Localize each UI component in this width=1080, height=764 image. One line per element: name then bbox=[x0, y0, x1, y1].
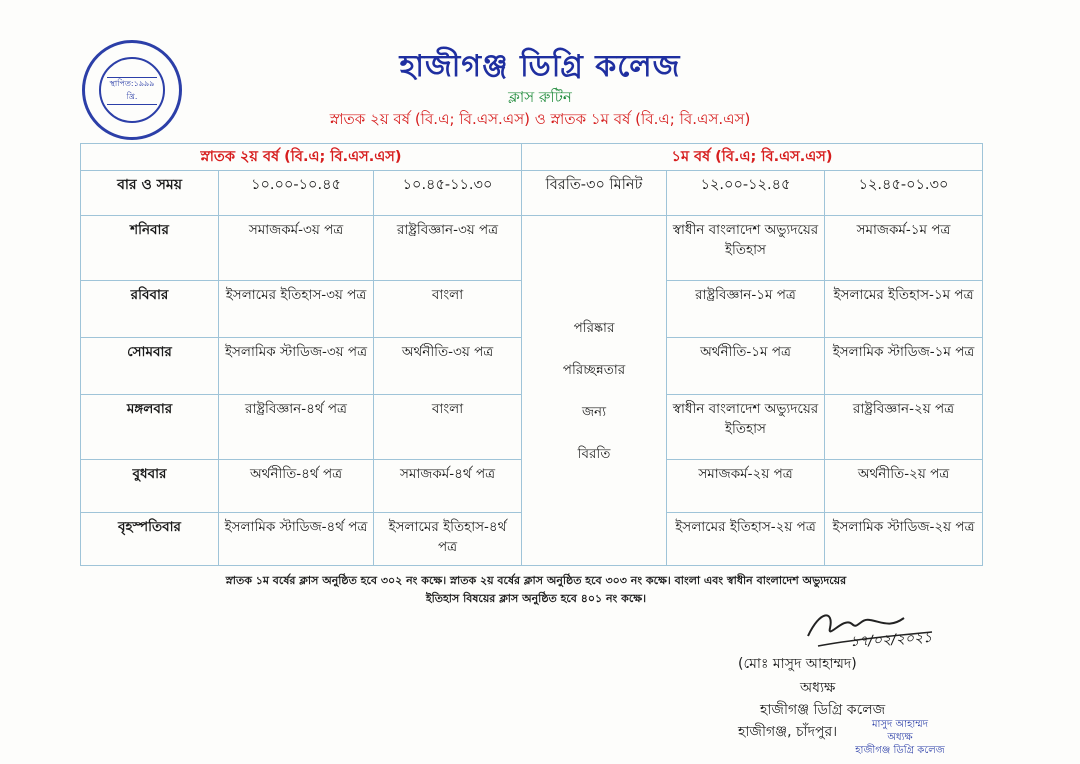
stamp-title: অধ্যক্ষ bbox=[887, 732, 913, 743]
day-cell: রবিবার bbox=[81, 281, 219, 338]
signature-date: ১৭/০২/২০২১ bbox=[849, 629, 933, 651]
class-cell: বাংলা bbox=[374, 395, 522, 460]
break-cell bbox=[522, 216, 667, 566]
day-cell: বুধবার bbox=[81, 460, 219, 513]
class-cell: সমাজকর্ম-১ম পত্র bbox=[825, 216, 983, 281]
class-cell: ইসলামিক স্টাডিজ-৪র্থ পত্র bbox=[219, 513, 374, 566]
class-cell: রাষ্ট্রবিজ্ঞান-৪র্থ পত্র bbox=[219, 395, 374, 460]
table-row bbox=[81, 216, 983, 281]
day-cell: মঙ্গলবার bbox=[81, 395, 219, 460]
day-cell: সোমবার bbox=[81, 338, 219, 395]
class-cell: ইসলামিক স্টাডিজ-৩য় পত্র bbox=[219, 338, 374, 395]
break-line: পরিষ্কার bbox=[573, 319, 615, 336]
group-header-second-year: স্নাতক ২য় বর্ষ (বি.এ; বি.এস.এস) bbox=[81, 144, 522, 171]
class-cell: ইসলামের ইতিহাস-৩য় পত্র bbox=[219, 281, 374, 338]
break-line: জন্য bbox=[581, 403, 607, 420]
class-cell: রাষ্ট্রবিজ্ঞান-১ম পত্র bbox=[667, 281, 825, 338]
header-day-time: বার ও সময় bbox=[81, 171, 219, 216]
day-cell: বৃহস্পতিবার bbox=[81, 513, 219, 566]
class-cell: স্বাধীন বাংলাদেশ অভ্যুদয়ের ইতিহাস bbox=[667, 395, 825, 460]
group-header-first-year: ১ম বর্ষ (বি.এ; বি.এস.এস) bbox=[522, 144, 983, 171]
routine-subtitle: ক্লাস রুটিন bbox=[508, 88, 572, 106]
header-slot-4: ১২.৪৫-০১.৩০ bbox=[825, 171, 983, 216]
room-note-line-2: ইতিহাস বিষয়ের ক্লাস অনুষ্ঠিত হবে ৪০১ নং কক্ষে। bbox=[425, 592, 647, 605]
seal-established-text: স্থাপিত:১৯৯৯ খ্রি. bbox=[107, 77, 157, 105]
routine-description: স্নাতক ২য় বর্ষ (বি.এ; বি.এস.এস) ও স্নাতক ১ম বর্ষ (বি.এ; বি.এস.এস) bbox=[329, 110, 751, 128]
header-slot-3: ১২.০০-১২.৪৫ bbox=[667, 171, 825, 216]
class-cell: ইসলামের ইতিহাস-৪র্থ পত্র bbox=[374, 513, 522, 566]
break-line: পরিচ্ছন্নতার bbox=[562, 361, 626, 378]
room-note bbox=[80, 572, 992, 608]
principal-stamp bbox=[820, 718, 980, 764]
class-cell: ইসলামের ইতিহাস-২য় পত্র bbox=[667, 513, 825, 566]
class-cell: ইসলামিক স্টাডিজ-১ম পত্র bbox=[825, 338, 983, 395]
class-routine-table bbox=[80, 143, 983, 566]
college-title: হাজীগঞ্জ ডিগ্রি কলেজ bbox=[399, 49, 681, 84]
class-cell: রাষ্ট্রবিজ্ঞান-২য় পত্র bbox=[825, 395, 983, 460]
class-cell: ইসলামিক স্টাডিজ-২য় পত্র bbox=[825, 513, 983, 566]
stamp-name: মাসুদ আহাম্মদ bbox=[872, 719, 928, 730]
class-cell: রাষ্ট্রবিজ্ঞান-৩য় পত্র bbox=[374, 216, 522, 281]
class-cell: সমাজকর্ম-২য় পত্র bbox=[667, 460, 825, 513]
class-cell: অর্থনীতি-২য় পত্র bbox=[825, 460, 983, 513]
class-cell: সমাজকর্ম-৩য় পত্র bbox=[219, 216, 374, 281]
college-name-signature: হাজীগঞ্জ ডিগ্রি কলেজ bbox=[760, 702, 886, 718]
header-break: বিরতি-৩০ মিনিট bbox=[522, 171, 667, 216]
principal-title: অধ্যক্ষ bbox=[800, 680, 836, 696]
college-address: হাজীগঞ্জ, চাঁদপুর। bbox=[738, 724, 838, 740]
principal-name: (মোঃ মাসুদ আহাম্মদ) bbox=[738, 656, 857, 672]
class-cell: স্বাধীন বাংলাদেশ অভ্যুদয়ের ইতিহাস bbox=[667, 216, 825, 281]
class-cell: অর্থনীতি-১ম পত্র bbox=[667, 338, 825, 395]
room-note-line-1: স্নাতক ১ম বর্ষের ক্লাস অনুষ্ঠিত হবে ৩০২ নং কক্ষে। স্নাতক ২য় বর্ষের ক্লাস অনুষ্ঠিত হবে ৩০৩ নং কক্ষে। বাংলা এবং স্বাধীন বাংলাদেশ অভ্যুদয়ের bbox=[225, 574, 847, 587]
header-slot-1: ১০.০০-১০.৪৫ bbox=[219, 171, 374, 216]
break-line: বিরতি bbox=[577, 445, 611, 462]
class-cell: অর্থনীতি-৪র্থ পত্র bbox=[219, 460, 374, 513]
class-cell: ইসলামের ইতিহাস-১ম পত্র bbox=[825, 281, 983, 338]
stamp-college: হাজীগঞ্জ ডিগ্রি কলেজ bbox=[855, 745, 945, 756]
class-cell: সমাজকর্ম-৪র্থ পত্র bbox=[374, 460, 522, 513]
class-cell: অর্থনীতি-৩য় পত্র bbox=[374, 338, 522, 395]
header-slot-2: ১০.৪৫-১১.৩০ bbox=[374, 171, 522, 216]
class-cell: বাংলা bbox=[374, 281, 522, 338]
day-cell: শনিবার bbox=[81, 216, 219, 281]
